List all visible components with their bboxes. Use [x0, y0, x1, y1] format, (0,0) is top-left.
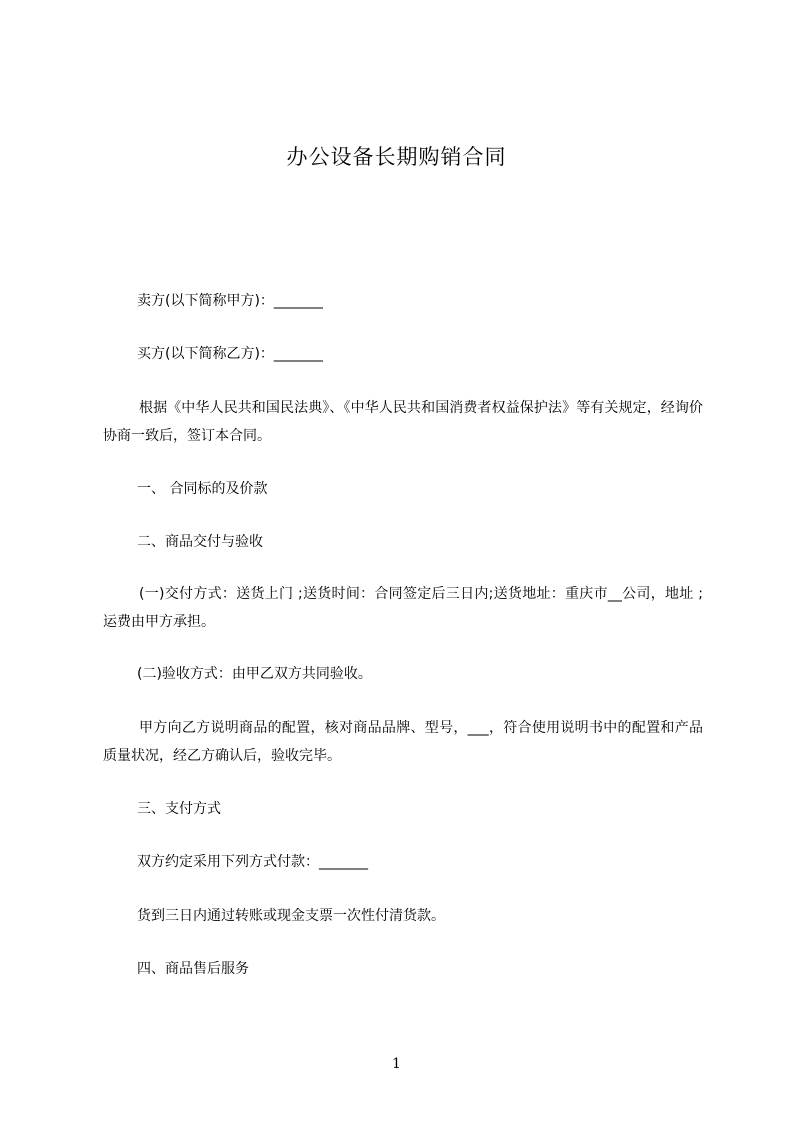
- payment-terms: [103, 902, 703, 930]
- section-heading-1: [103, 475, 703, 503]
- preamble-paragraph: 根据《中华人民共和国民法典》、《中华人民共和国消费者权益保护法》等有关规定，经询价协商一致后，签订本合同。: [103, 400, 703, 444]
- section-heading-2-text: 二、商品交付与验收: [137, 534, 263, 550]
- buyer-line: [103, 340, 703, 368]
- payment-terms-text: 货到三日内通过转账或现金支票一次性付清货款。: [137, 908, 445, 924]
- acceptance-detail: 甲方向乙方说明商品的配置，核对商品品牌、型号，___，符合使用说明书中的配置和产品质量状况，经乙方确认后，验收完毕。: [103, 720, 703, 764]
- seller-text: 卖方(以下简称甲方)：_______: [137, 293, 323, 309]
- seller-line: [103, 287, 703, 315]
- section-heading-1-text: 一、 合同标的及价款: [137, 481, 268, 497]
- payment-method-text: 双方约定采用下列方式付款：_______: [137, 854, 368, 870]
- acceptance-method-text: (二)验收方式：由甲乙双方共同验收。: [137, 666, 372, 682]
- section-heading-3: [103, 795, 703, 823]
- page-number: 1: [392, 1056, 401, 1072]
- section-heading-4: [103, 955, 703, 983]
- section-heading-3-text: 三、支付方式: [137, 801, 221, 817]
- section-heading-4-text: 四、商品售后服务: [137, 961, 249, 977]
- buyer-text: 买方(以下简称乙方)：_______: [137, 346, 323, 362]
- document-title: 办公设备长期购销合同: [286, 145, 507, 169]
- acceptance-method: [103, 660, 703, 688]
- delivery-clause: (一)交付方式：送货上门 ;送货时间：合同签定后三日内;送货地址：重庆市__公司，地址 ;运费由甲方承担。: [103, 586, 703, 630]
- section-heading-2: [103, 528, 703, 556]
- payment-method: [103, 848, 703, 876]
